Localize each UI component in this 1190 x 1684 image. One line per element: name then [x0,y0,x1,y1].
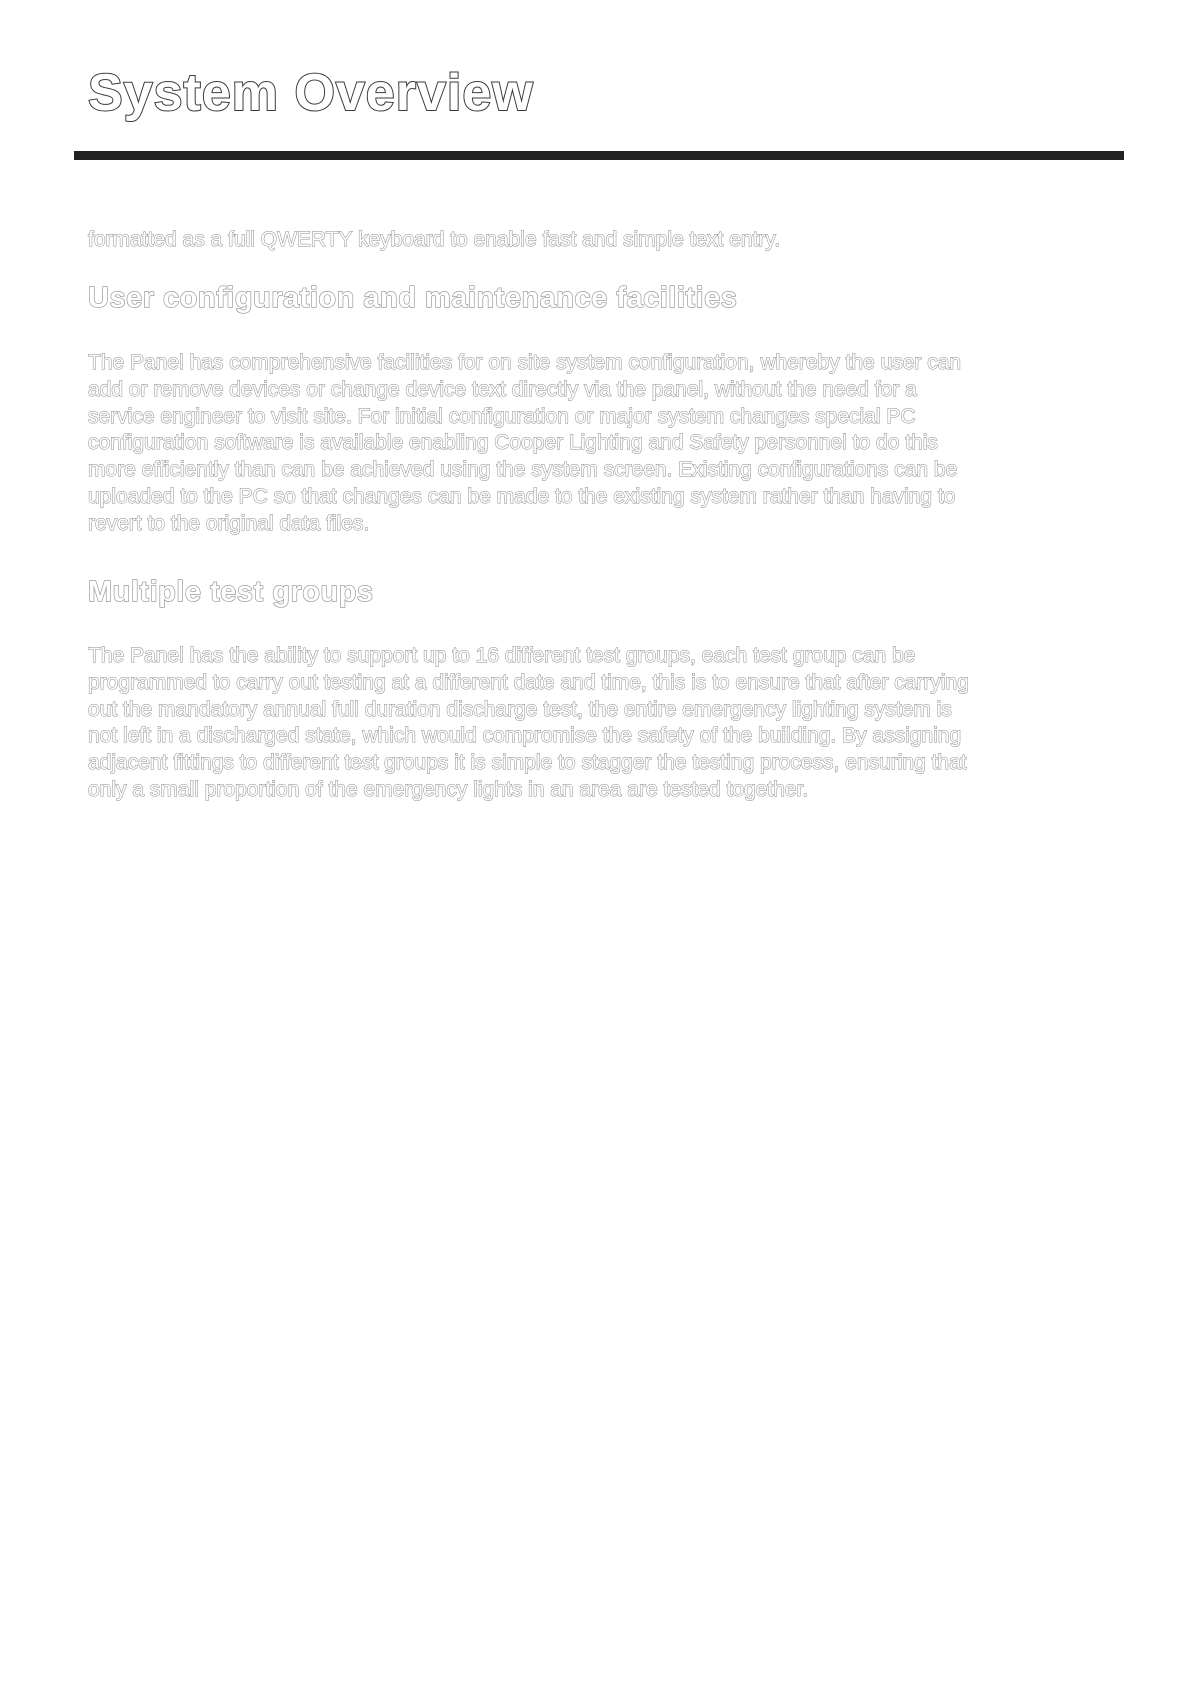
title-divider [74,151,1124,160]
section-body-user-configuration: The Panel has comprehensive facilities for on site system configuration, whereby the user can add or remove devices or change device text directly via the panel, without the need for a service engineer to visit site. For initial configuration or major system changes special PC configuration software is available enabling Cooper Lighting and Safety personnel to do this more efficiently than can be achieved using the system screen. Existing configurations can be uploaded to the PC so that changes can be made to the existing system rather than having to revert to the original data files. [88,351,962,535]
section-heading-user-configuration: User configuration and maintenance facilities [88,282,738,314]
section-body-multiple-test-groups: The Panel has the ability to support up to 16 different test groups, each test group can be programmed to carry out testing at a different date and time, this is to ensure that after carrying out the mandatory annual full duration discharge test, the entire emergency lighting system is not left in a discharged state, which would compromise the safety of the building. By assigning adjacent fittings to different test groups it is simple to stagger the testing process, ensuring that only a small proportion of the emergency lights in an area are tested together. [88,644,969,801]
section-heading-multiple-test-groups: Multiple test groups [88,576,374,608]
page-title: System Overview [88,64,534,122]
intro-text: formatted as a full QWERTY keyboard to enable fast and simple text entry. [88,228,781,251]
